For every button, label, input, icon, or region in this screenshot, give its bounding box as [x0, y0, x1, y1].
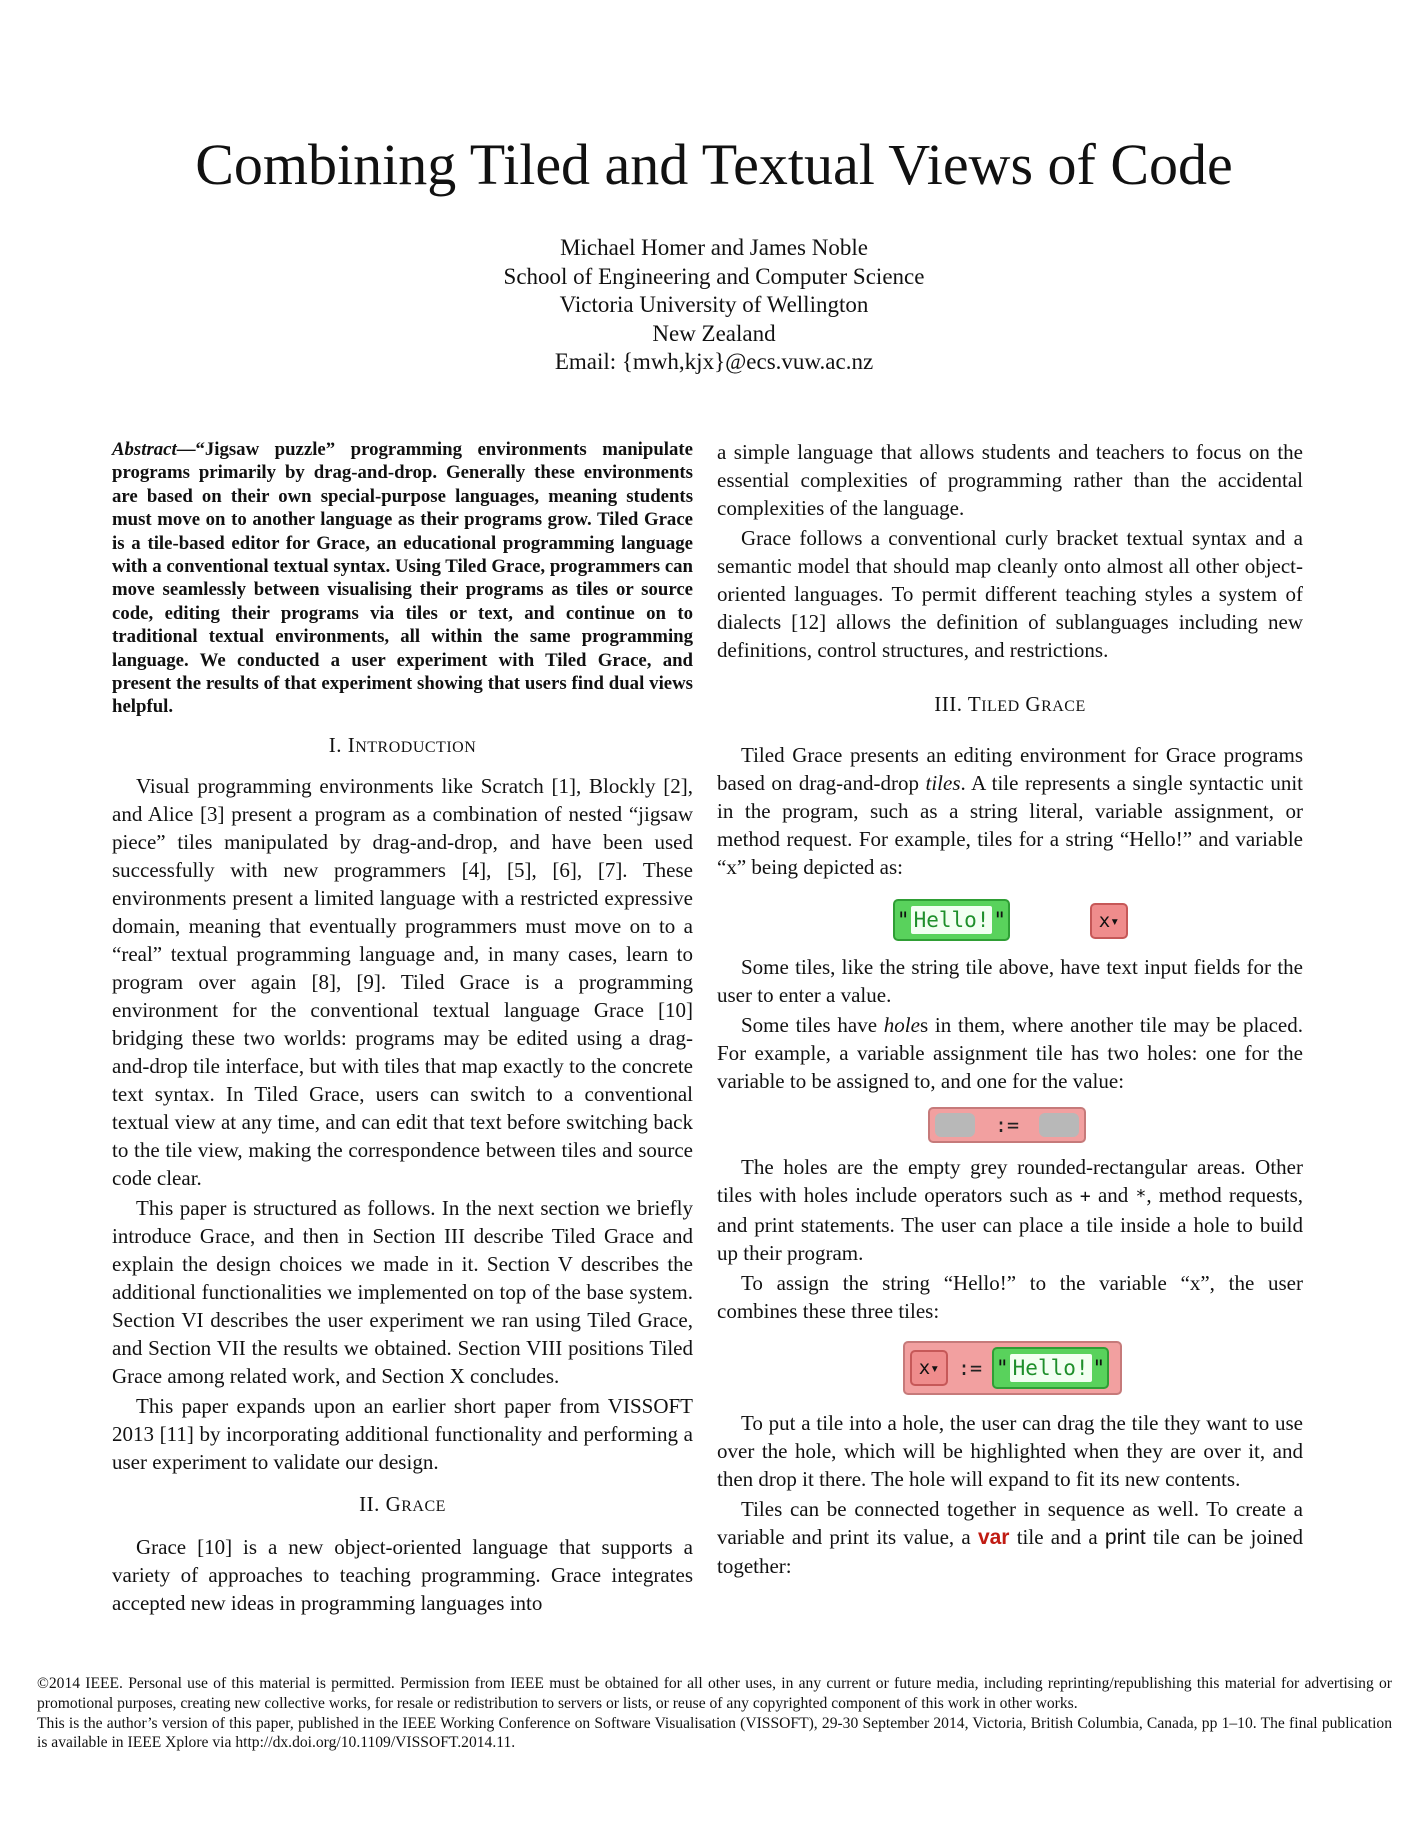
- intro-paragraph-3: This paper expands upon an earlier short paper from VISSOFT 2013 [11] by incorporating additional functionality and performing a user experiment to validate our design.: [112, 1393, 693, 1474]
- string-tile-input[interactable]: Hello!: [911, 906, 993, 934]
- copyright-notice: ©2014 IEEE. Personal use of this material is permitted. Permission from IEEE must be obtained for all other uses, in any current or future media, including reprinting/republishing this material for advertising or promotional purposes, creating new collective works, for resale or redistribution to servers or lists, or reuse of any copyrighted component of this work in other works.: [37, 1675, 1392, 1712]
- section-heading-introduction: I. INTRODUCTION: [328, 732, 477, 757]
- tiled-paragraph-4: The holes are the empty grey rounded-rectangular areas. Other tiles with holes include operators such as + and *, method requests, and print statements. The user can place a tile inside a hole to build up their program.: [717, 1155, 1303, 1265]
- author-email: Email: {mwh,kjx}@ecs.vuw.ac.nz: [554, 349, 874, 374]
- figure-string-and-variable-tiles: [717, 881, 1303, 953]
- copyright-footer: [37, 1674, 1392, 1753]
- section-heading-grace: II. GRACE: [359, 1491, 446, 1516]
- string-tile[interactable]: " Hello! ": [893, 899, 1010, 941]
- variable-tile[interactable]: x ▾: [1090, 903, 1128, 939]
- publication-notice: This is the author’s version of this paper, published in the IEEE Working Conference on Software Visualisation (VISSOFT), 29-30 September 2014, Victoria, British Columbia, Canada, pp 1–10. The final publication is available in IEEE Xplore via http://dx.doi.org/10.1109/VISSOFT.2014.11.: [37, 1714, 1392, 1752]
- grace-paragraph-1-continued: a simple language that allows students and teachers to focus on the essential complexities of programming rather than the accidental complexities of the language.: [717, 440, 1303, 520]
- dropdown-arrow-icon[interactable]: ▾: [1110, 912, 1120, 930]
- tiled-paragraph-7: Tiles can be connected together in sequence as well. To create a variable and print its value, a var tile and a print tile can be joined together:: [717, 1497, 1304, 1578]
- print-keyword: print: [1104, 1526, 1146, 1549]
- figure-assignment-tile: [717, 1095, 1303, 1153]
- assignment-operator: :=: [994, 1113, 1020, 1137]
- right-column: [717, 438, 1303, 1580]
- author-names: Michael Homer and James Noble: [560, 235, 868, 260]
- grace-paragraph-1: Grace [10] is a new object-oriented language that supports a variety of approaches to teaching programming. Grace integrates accepted new ideas in programming languages into: [112, 1534, 693, 1615]
- abstract: [112, 438, 693, 719]
- abstract-text: —“Jigsaw puzzle” programming environments manipulate programs primarily by drag-and-drop. Generally these environments are based on their own special-purpose languages, meaning students must move on to another language as their programs grow. Tiled Grace is a tile-based editor for Grace, an educational programming language with a conventional textual syntax. Using Tiled Grace, programmers can move seamlessly between visualising their programs as tiles or source code, editing their programs via tiles or text, and continue on to traditional textual environments, all within the same programming language. We conducted a user experiment with Tiled Grace, and present the results of that experiment showing that users find dual views helpful.: [112, 439, 693, 718]
- dropdown-arrow-icon[interactable]: ▾: [930, 1359, 940, 1377]
- left-column: [112, 438, 693, 1617]
- paper-title: Combining Tiled and Textual Views of Code: [195, 132, 1233, 197]
- affiliation-university: Victoria University of Wellington: [559, 292, 869, 317]
- var-keyword: var: [977, 1526, 1010, 1549]
- string-tile-input[interactable]: Hello!: [1010, 1354, 1092, 1382]
- section-heading-tiled-grace: III. TILED GRACE: [934, 692, 1086, 716]
- assignment-left-hole[interactable]: [935, 1113, 975, 1137]
- assignment-operator: :=: [958, 1356, 983, 1380]
- author-block: [0, 234, 1428, 377]
- assignment-right-hole[interactable]: [1039, 1113, 1079, 1137]
- tiled-paragraph-2: Some tiles, like the string tile above, have text input fields for the user to enter a value.: [717, 955, 1303, 1007]
- tiled-paragraph-6: To put a tile into a hole, the user can drag the tile they want to use over the hole, which will be highlighted when they are over it, and then drop it there. The hole will expand to fit its new contents.: [717, 1411, 1303, 1491]
- string-tile-in-hole[interactable]: " Hello! ": [992, 1347, 1109, 1389]
- tiled-paragraph-5: To assign the string “Hello!” to the variable “x”, the user combines these three tiles:: [717, 1271, 1303, 1323]
- tiled-paragraph-1: Tiled Grace presents an editing environment for Grace programs based on drag-and-drop tiles. A tile represents a single syntactic unit in the program, such as a string literal, variable assignment, or method request. For example, tiles for a string “Hello!” and variable “x” being depicted as:: [717, 743, 1303, 879]
- affiliation-school: School of Engineering and Computer Science: [503, 263, 925, 289]
- grace-paragraph-2: Grace follows a conventional curly bracket textual syntax and a semantic model that should map cleanly onto almost all other object-oriented languages. To permit different teaching styles a system of dialects [12] allows the definition of sublanguages including new definitions, control structures, and restrictions.: [717, 526, 1303, 662]
- intro-paragraph-1: Visual programming environments like Scratch [1], Blockly [2], and Alice [3] present a program as a combination of nested “jigsaw piece” tiles manipulated by drag-and-drop, and have been used successfully with new programmers [4], [5], [6], [7]. These environments present a limited language with a restricted expressive domain, meaning that eventually programmers must move on to a “real” textual programming language and, in many cases, learn to program over again [8], [9]. Tiled Grace is a programming environment for the conventional textual language Grace [10] bridging these two worlds: programs may be edited using a drag-and-drop tile interface, but with tiles that map exactly to the concrete text syntax. In Tiled Grace, users can switch to a conventional textual view at any time, and can edit that text before switching back to the tile view, making the correspondence between tiles and source code clear.: [112, 773, 693, 1190]
- combined-assignment-tile[interactable]: [903, 1341, 1122, 1395]
- intro-paragraph-2: This paper is structured as follows. In the next section we briefly introduce Grace, and then in Section III describe Tiled Grace and explain the design choices we made in it. Section V describes the additional functionalities we implemented on top of the base system. Section VI describes the user experiment we ran using Tiled Grace, and Section VII the results we obtained. Section VIII positions Tiled Grace among related work, and Section X concludes.: [112, 1195, 693, 1388]
- abstract-label: Abstract: [112, 439, 177, 460]
- tiled-paragraph-3: Some tiles have holes in them, where another tile may be placed. For example, a variable assignment tile has two holes: one for the variable to be assigned to, and one for the value:: [717, 1013, 1303, 1093]
- affiliation-country: New Zealand: [652, 320, 776, 346]
- variable-tile-in-hole[interactable]: x ▾: [910, 1350, 948, 1386]
- figure-combined-assignment: [717, 1325, 1303, 1409]
- assignment-tile[interactable]: [928, 1107, 1086, 1143]
